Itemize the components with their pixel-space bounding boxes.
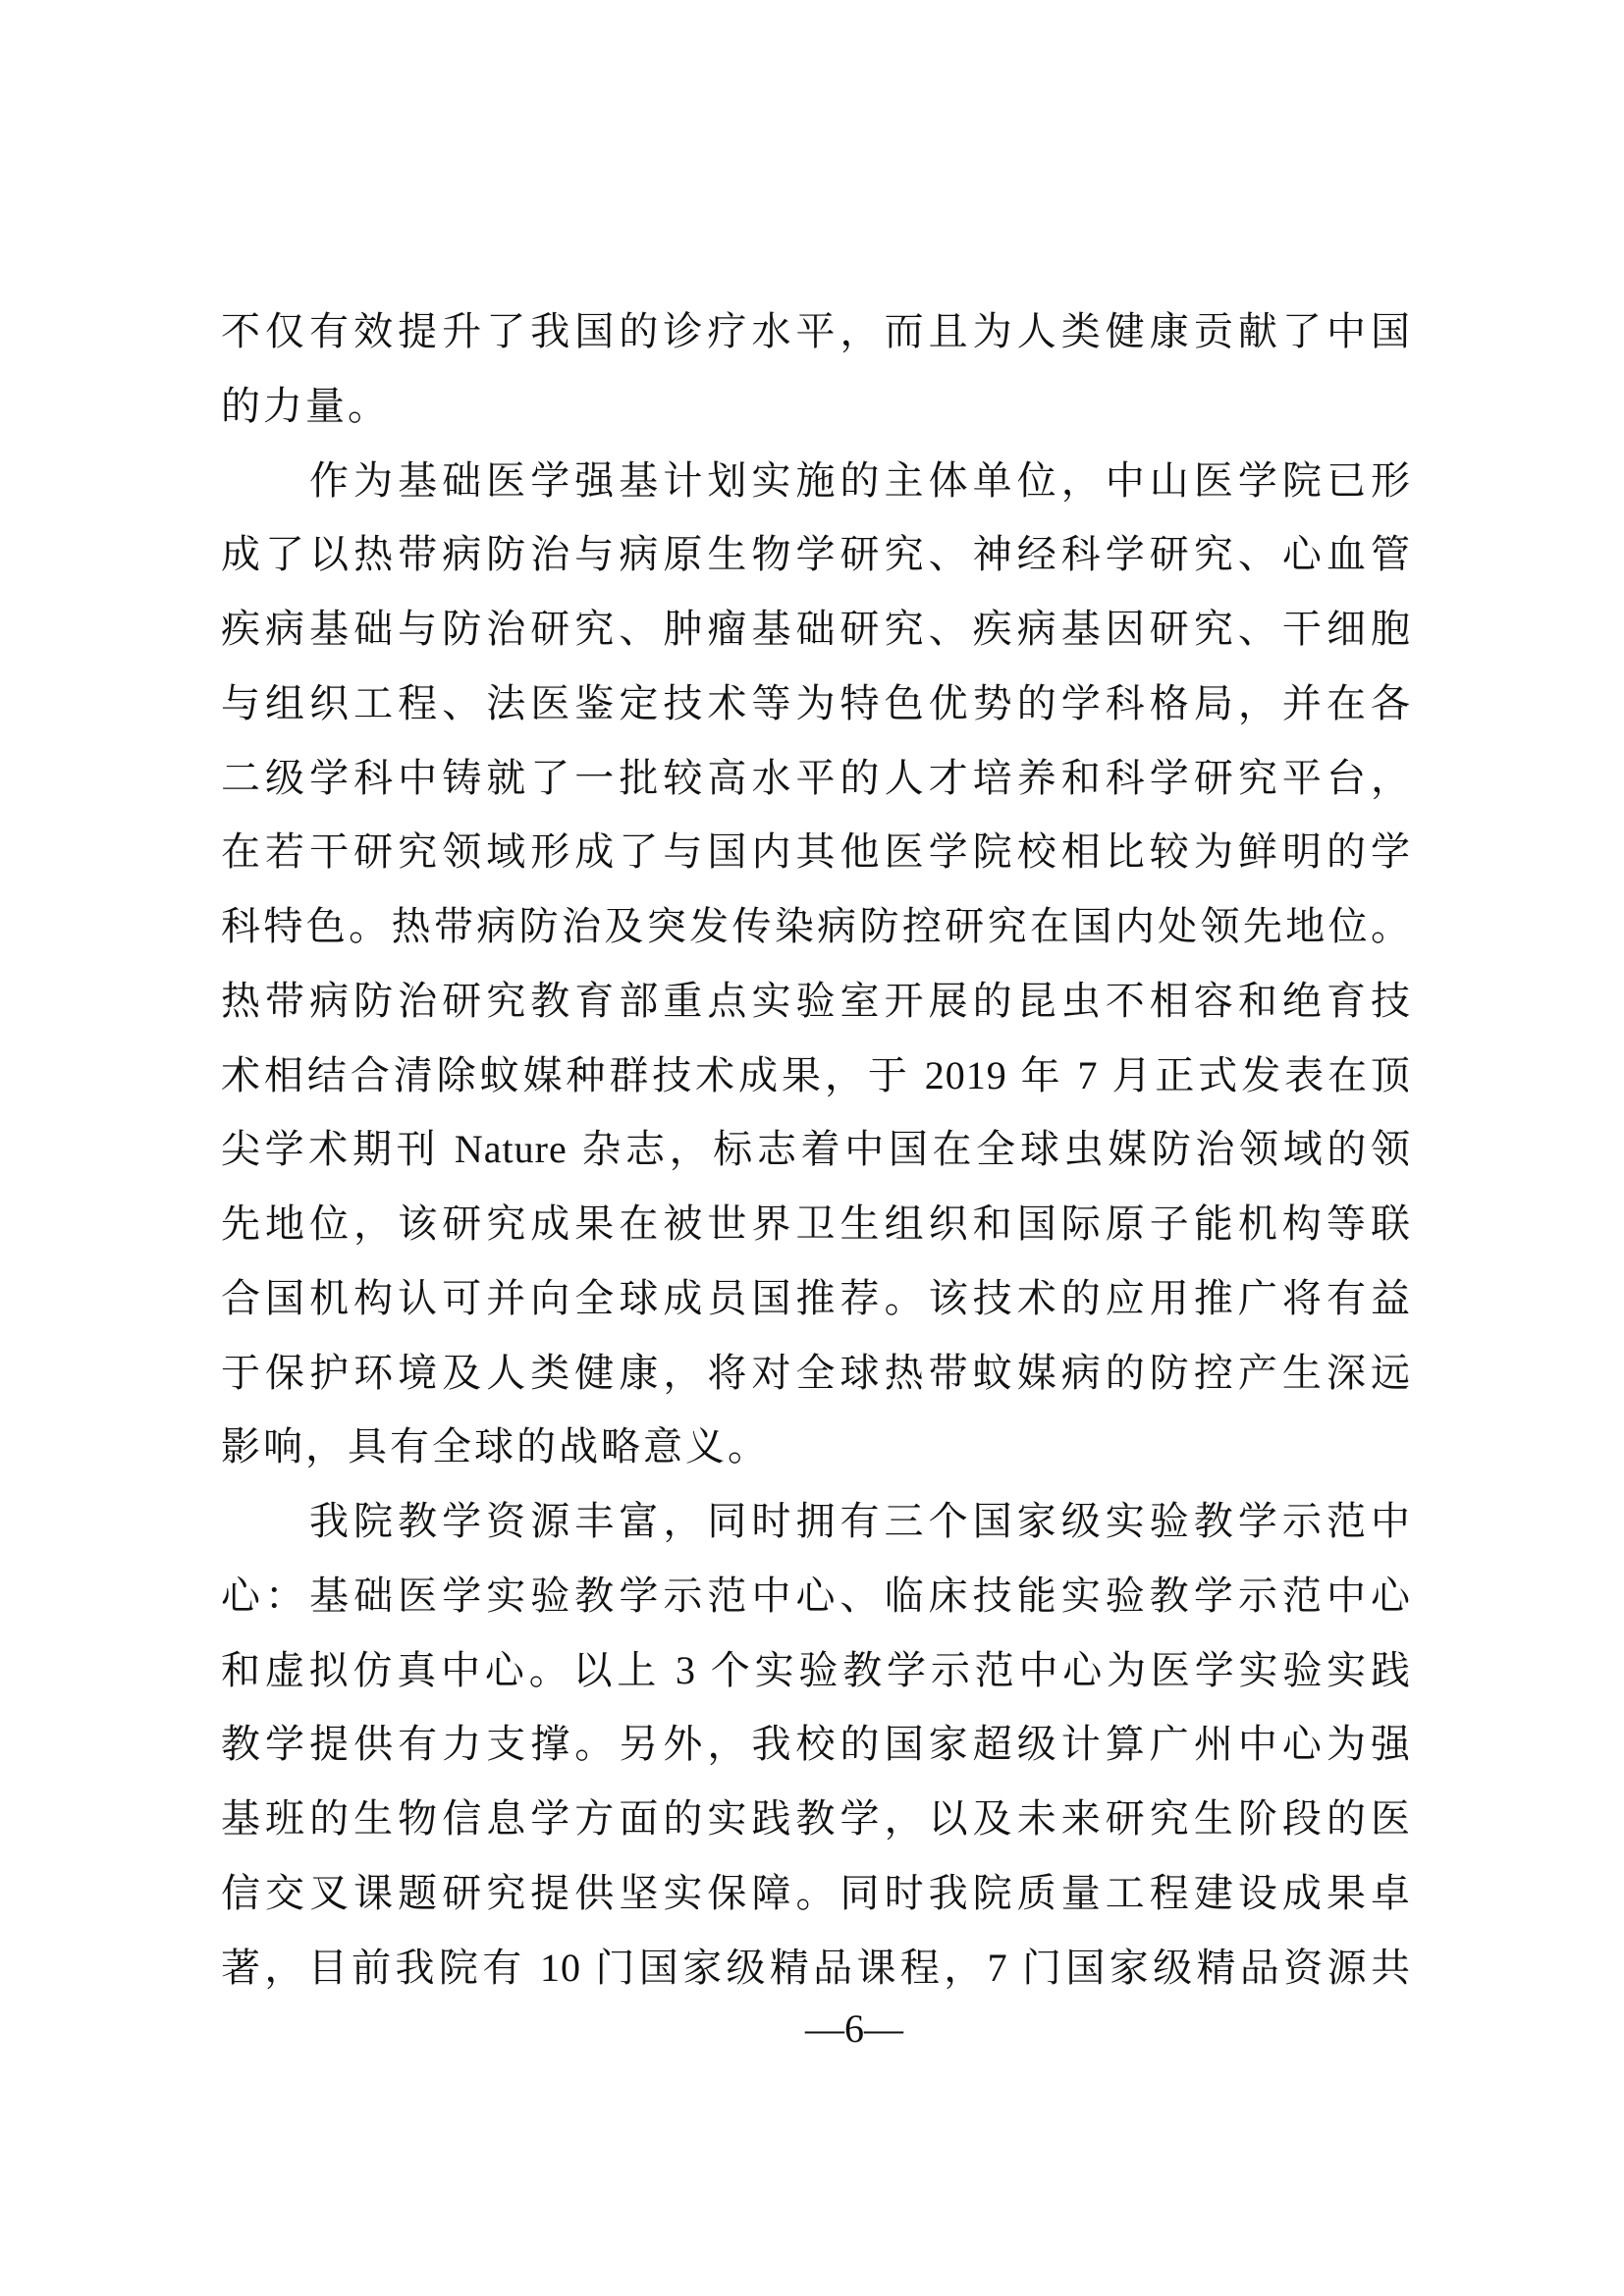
page-number: —6— (805, 2006, 903, 2051)
text-line: 我院教学资源丰富，同时拥有三个国家级实验教学示范中 (309, 1499, 1411, 1543)
text-line: 热带病防治研究教育部重点实验室开展的昆虫不相容和绝育技 (221, 978, 1411, 1023)
text-line: 作为基础医学强基计划实施的主体单位，中山医学院已形 (309, 457, 1411, 503)
text-line: 不仅有效提升了我国的诊疗水平，而且为人类健康贡献了中国 (221, 309, 1411, 353)
text-line: 先地位，该研究成果在被世界卫生组织和国际原子能机构等联 (221, 1201, 1411, 1246)
body-paragraph-research (221, 444, 1411, 1485)
text-line: 科特色。热带病防治及突发传染病防控研究在国内处领先地位。 (221, 904, 1411, 948)
text-line: 术相结合清除蚊媒种群技术成果，于 2019 年 7 月正式发表在顶 (221, 1052, 1411, 1097)
text-line: 于保护环境及人类健康，将对全球热带蚊媒病的防控产生深远 (221, 1350, 1411, 1395)
text-line: 基班的生物信息学方面的实践教学，以及未来研究生阶段的医 (221, 1796, 1411, 1841)
text-line: 与组织工程、法医鉴定技术等为特色优势的学科格局，并在各 (221, 680, 1411, 725)
text-line: 二级学科中铸就了一批较高水平的人才培养和科学研究平台， (221, 755, 1411, 800)
text-line: 心：基础医学实验教学示范中心、临床技能实验教学示范中心 (221, 1573, 1411, 1618)
text-line: 合国机构认可并向全球成员国推荐。该技术的应用推广将有益 (221, 1275, 1411, 1320)
body-paragraph-teaching-resources (221, 1484, 1411, 2004)
text-line: 成了以热带病防治与病原生物学研究、神经科学研究、心血管 (221, 532, 1411, 577)
text-line: 信交叉课题研究提供坚实保障。同时我院质量工程建设成果卓 (221, 1870, 1411, 1915)
text-line: 的力量。 (221, 383, 390, 428)
document-body (221, 294, 1411, 2004)
text-line: 疾病基础与防治研究、肿瘤基础研究、疾病基因研究、干细胞 (221, 607, 1411, 651)
text-line: 教学提供有力支撑。另外，我校的国家超级计算广州中心为强 (221, 1722, 1411, 1767)
text-line: 影响，具有全球的战略意义。 (221, 1424, 770, 1469)
text-line: 在若干研究领域形成了与国内其他医学院校相比较为鲜明的学 (221, 829, 1411, 875)
text-line: 著，目前我院有 10 门国家级精品课程，7 门国家级精品资源共 (221, 1945, 1411, 1990)
text-line: 和虚拟仿真中心。以上 3 个实验教学示范中心为医学实验实践 (221, 1647, 1411, 1692)
body-paragraph-continued (221, 294, 1411, 444)
text-line: 尖学术期刊 Nature 杂志，标志着中国在全球虫媒防治领域的领 (221, 1127, 1411, 1172)
